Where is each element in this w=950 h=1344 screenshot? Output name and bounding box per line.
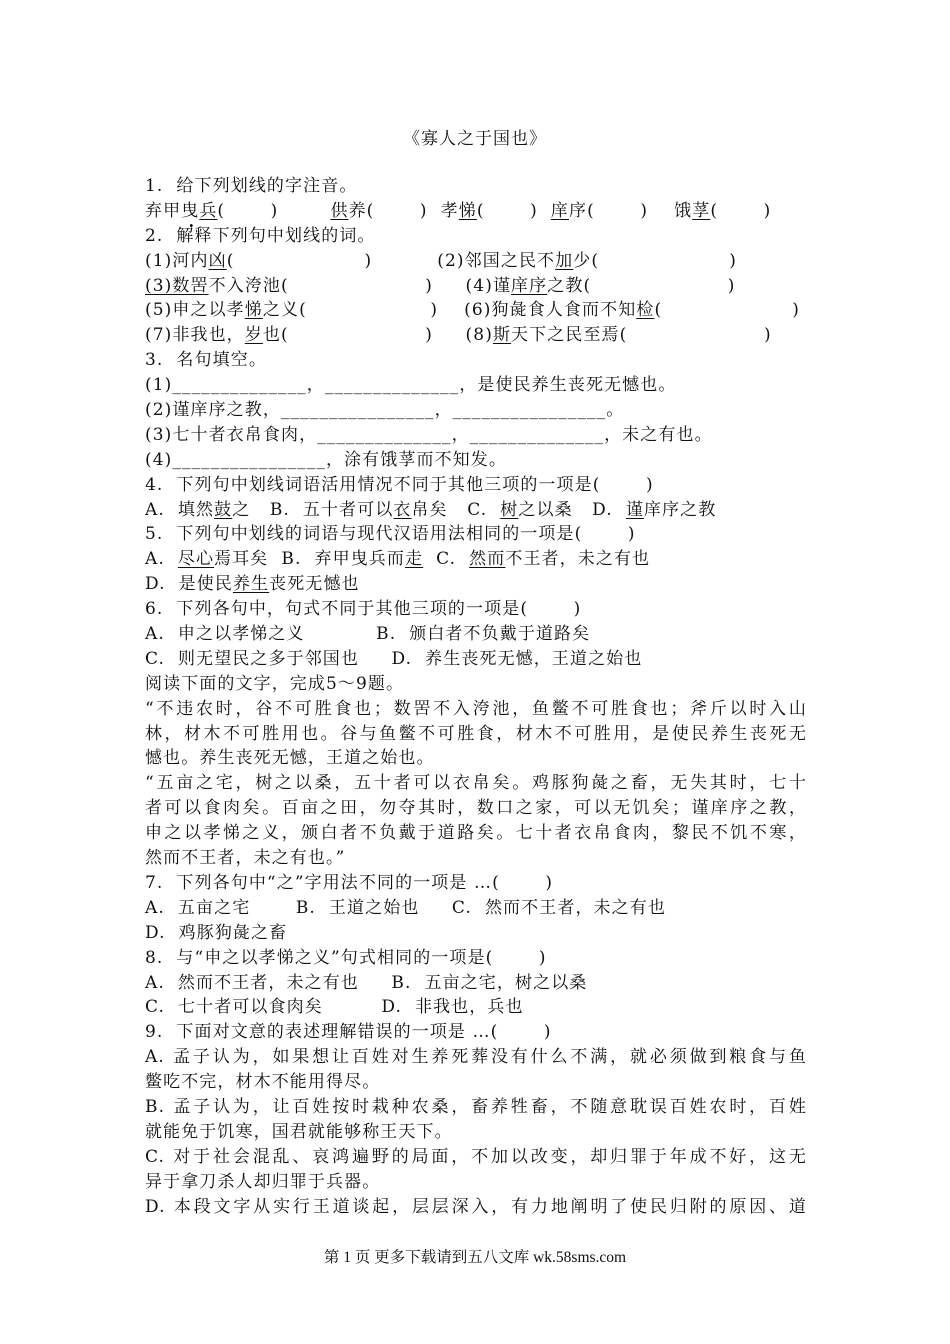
- text-line: [145, 572, 807, 597]
- text-segment: A. 然而不王者，未之有也 B. 五亩之宅，树之以桑: [145, 972, 588, 993]
- underlined-word: 加: [555, 250, 574, 271]
- text-line: [145, 522, 807, 547]
- text-line: [145, 398, 807, 423]
- text-segment: 就能免于饥寒，国君就能够称王天下。: [145, 1121, 453, 1142]
- text-line: [145, 1020, 807, 1045]
- text-line: [145, 1170, 807, 1195]
- text-segment: 4. 下列句中划线词语活用情况不同于其他三项的一项是( ): [145, 474, 654, 495]
- text-line: [145, 423, 807, 448]
- text-line: [145, 771, 807, 796]
- text-segment: 焉耳矣 B. 弃甲曳兵而: [214, 549, 406, 570]
- text-line: [145, 1070, 807, 1095]
- text-segment: (1)______________，______________，是使民养生丧死无憾也。: [145, 375, 677, 396]
- text-segment: 弃甲: [145, 200, 182, 221]
- text-line: [145, 722, 807, 747]
- text-line: [145, 298, 807, 323]
- text-line: [145, 1095, 807, 1120]
- text-line: [145, 174, 807, 199]
- text-segment: “不违农时，谷不可胜食也；数罟不入洿池，鱼鳖不可胜食也；斧斤以时入山: [145, 698, 807, 719]
- emphasized-char: 曳: [181, 200, 200, 221]
- underlined-word: 悌: [244, 300, 263, 321]
- text-line: [145, 697, 807, 722]
- text-segment: 2. 解释下列句中划线的词。: [145, 225, 376, 246]
- text-segment: ( ): [217, 200, 331, 221]
- text-segment: 丧死无憾也: [269, 574, 360, 595]
- text-segment: (4)________________，涂有饿莩而不知发。: [145, 449, 507, 470]
- text-segment: C. 七十者可以食肉矣 D. 非我也，兵也: [145, 997, 524, 1018]
- text-line: [145, 597, 807, 622]
- underlined-word: 谨: [625, 499, 644, 520]
- text-segment: (3)七十者衣帛食肉，______________，______________，未之有也。: [145, 424, 713, 445]
- text-segment: ( ): [654, 300, 800, 321]
- text-line: [145, 672, 807, 697]
- question-content: [145, 174, 807, 1219]
- text-line: [145, 348, 807, 373]
- text-segment: 5. 下列句中划线的词语与现代汉语用法相同的一项是( ): [145, 524, 636, 545]
- text-segment: A. 申之以孝悌之义 B. 颁白者不负戴于道路矣: [145, 624, 591, 645]
- text-segment: 天下之民至焉( ): [511, 325, 772, 346]
- text-segment: B. 孟子认为，让百姓按时栽种农桑，畜养牲畜，不随意耽误百姓农时，百姓: [145, 1096, 807, 1117]
- page-footer: 第 1 页 更多下载请到五八文库 wk.58sms.com: [323, 1249, 627, 1266]
- text-segment: 9. 下面对文意的表述理解错误的一项是 …( ): [145, 1022, 552, 1043]
- text-segment: 林，材木不可胜用也。谷与鱼鳖不可胜食，材木不可胜用，是使民养生丧死无: [145, 723, 807, 744]
- text-line: [145, 622, 807, 647]
- text-segment: 7. 下列各句中“之”字用法不同的一项是 …( ): [145, 872, 554, 893]
- text-segment: 憾也。养生丧死无憾，王道之始也。: [145, 748, 435, 769]
- text-line: [145, 995, 807, 1020]
- text-segment: D. 是使民: [145, 574, 233, 595]
- text-segment: 8. 与“申之以孝悌之义”句式相同的一项是( ): [145, 947, 547, 968]
- text-segment: D. 鸡豚狗彘之畜: [145, 922, 288, 943]
- text-line: [145, 1045, 807, 1070]
- text-segment: A.: [145, 549, 178, 570]
- text-line: [145, 821, 807, 846]
- text-segment: 之教( ): [547, 275, 736, 296]
- underlined-word: 然而: [469, 549, 506, 570]
- underlined-word: 养生: [232, 574, 270, 595]
- text-line: [145, 249, 807, 274]
- text-segment: 之义( ) (6)狗彘食人食而不知: [262, 300, 637, 321]
- underlined-word: 庠: [550, 200, 569, 221]
- document-title: 《寡人之于国也》: [403, 129, 547, 149]
- text-line: [145, 971, 807, 996]
- text-segment: 不入洿池( ) (4)谨: [208, 275, 512, 296]
- text-segment: 然而不王者，未之有也。”: [145, 848, 346, 869]
- text-segment: “五亩之宅，树之以桑，五十者可以衣帛矣。鸡豚狗彘之畜，无失其时，七十: [145, 773, 807, 794]
- text-segment: 序( ) 饿: [568, 200, 693, 221]
- text-line: [145, 921, 807, 946]
- text-line: [145, 746, 807, 771]
- underlined-word: 斯: [492, 325, 512, 346]
- text-segment: 养( ) 孝: [348, 200, 459, 221]
- text-segment: 者可以食肉矣。百亩之田，勿夺其时，数口之家，可以无饥矣；谨庠序之教，: [145, 798, 807, 819]
- text-line: [145, 274, 807, 299]
- underlined-word: 供: [330, 200, 349, 221]
- text-segment: 也( ) (8): [262, 325, 493, 346]
- text-line: [145, 946, 807, 971]
- text-segment: C.: [423, 549, 470, 570]
- underlined-word: 莩: [692, 200, 711, 221]
- underlined-word: 衣: [393, 499, 412, 520]
- text-line: [145, 547, 807, 572]
- text-segment: A. 五亩之宅 B. 王道之始也 C. 然而不王者，未之有也: [145, 897, 666, 918]
- text-line: [145, 373, 807, 398]
- text-segment: A. 填然: [145, 499, 215, 520]
- text-segment: ( ): [476, 200, 551, 221]
- text-line: [145, 796, 807, 821]
- text-segment: D. 本段文字从实行王道谈起，层层深入，有力地阐明了使民归附的原因、道: [145, 1196, 807, 1217]
- underlined-word: 树: [500, 499, 519, 520]
- underlined-word: 检: [636, 300, 655, 321]
- text-segment: 3. 名句填空。: [145, 350, 267, 371]
- text-segment: (7)非我也，: [145, 325, 245, 346]
- underlined-word: 庠序: [511, 275, 548, 296]
- text-segment: ( ) (2)邻国之民不: [226, 250, 556, 271]
- text-segment: 6. 下列各句中，句式不同于其他三项的一项是( ): [145, 599, 582, 620]
- text-segment: 鳖吃不完，材木不能用得尽。: [145, 1072, 381, 1093]
- text-segment: 之以桑 D.: [518, 499, 626, 520]
- text-line: [145, 473, 807, 498]
- text-segment: 帛矣 C.: [411, 499, 501, 520]
- text-segment: 之 B. 五十者可以: [232, 499, 394, 520]
- text-line: [145, 647, 807, 672]
- text-line: [145, 1145, 807, 1170]
- text-line: [145, 323, 807, 348]
- underlined-word: 兵: [199, 200, 218, 221]
- text-segment: 1. 给下列划线的字注音。: [145, 176, 358, 196]
- underlined-word: (3)数罟: [145, 275, 209, 296]
- text-line: [145, 846, 807, 871]
- text-segment: 少( ): [573, 250, 737, 271]
- text-segment: (1)河内: [145, 250, 209, 271]
- text-line: [145, 896, 807, 921]
- text-segment: 不王者，未之有也: [505, 549, 651, 570]
- text-line: [145, 448, 807, 473]
- underlined-word: 凶: [208, 250, 227, 271]
- text-segment: C. 则无望民之多于邻国也 D. 养生丧死无憾，王道之始也: [145, 648, 643, 669]
- underlined-word: 走: [405, 549, 424, 570]
- underlined-word: 鼓: [214, 499, 233, 520]
- text-segment: (5)申之以孝: [145, 300, 245, 321]
- text-segment: 异于拿刀杀人却归罪于兵器。: [145, 1171, 381, 1192]
- text-segment: (2)谨庠序之教，________________，________________。: [145, 400, 625, 421]
- text-segment: C. 对于社会混乱、哀鸿遍野的局面，不加以改变，却归罪于年成不好，这无: [145, 1146, 807, 1167]
- text-segment: 阅读下面的文字，完成5～9题。: [145, 673, 405, 694]
- text-segment: A. 孟子认为，如果想让百姓对生养死葬没有什么不满，就必须做到粮食与鱼: [145, 1047, 807, 1068]
- text-segment: 申之以孝悌之义，颁白者不负戴于道路矣。七十者衣帛食肉，黎民不饥不寒，: [145, 823, 807, 844]
- text-line: [145, 199, 807, 224]
- text-line: [145, 871, 807, 896]
- text-line: [145, 498, 807, 523]
- underlined-word: 尽心: [177, 549, 215, 570]
- underlined-word: 岁: [244, 325, 263, 346]
- text-segment: 庠序之教: [643, 499, 717, 520]
- text-segment: ( ): [710, 200, 772, 221]
- text-line: [145, 1195, 807, 1220]
- text-line: [145, 1120, 807, 1145]
- text-line: [145, 224, 807, 249]
- underlined-word: 悌: [458, 200, 477, 221]
